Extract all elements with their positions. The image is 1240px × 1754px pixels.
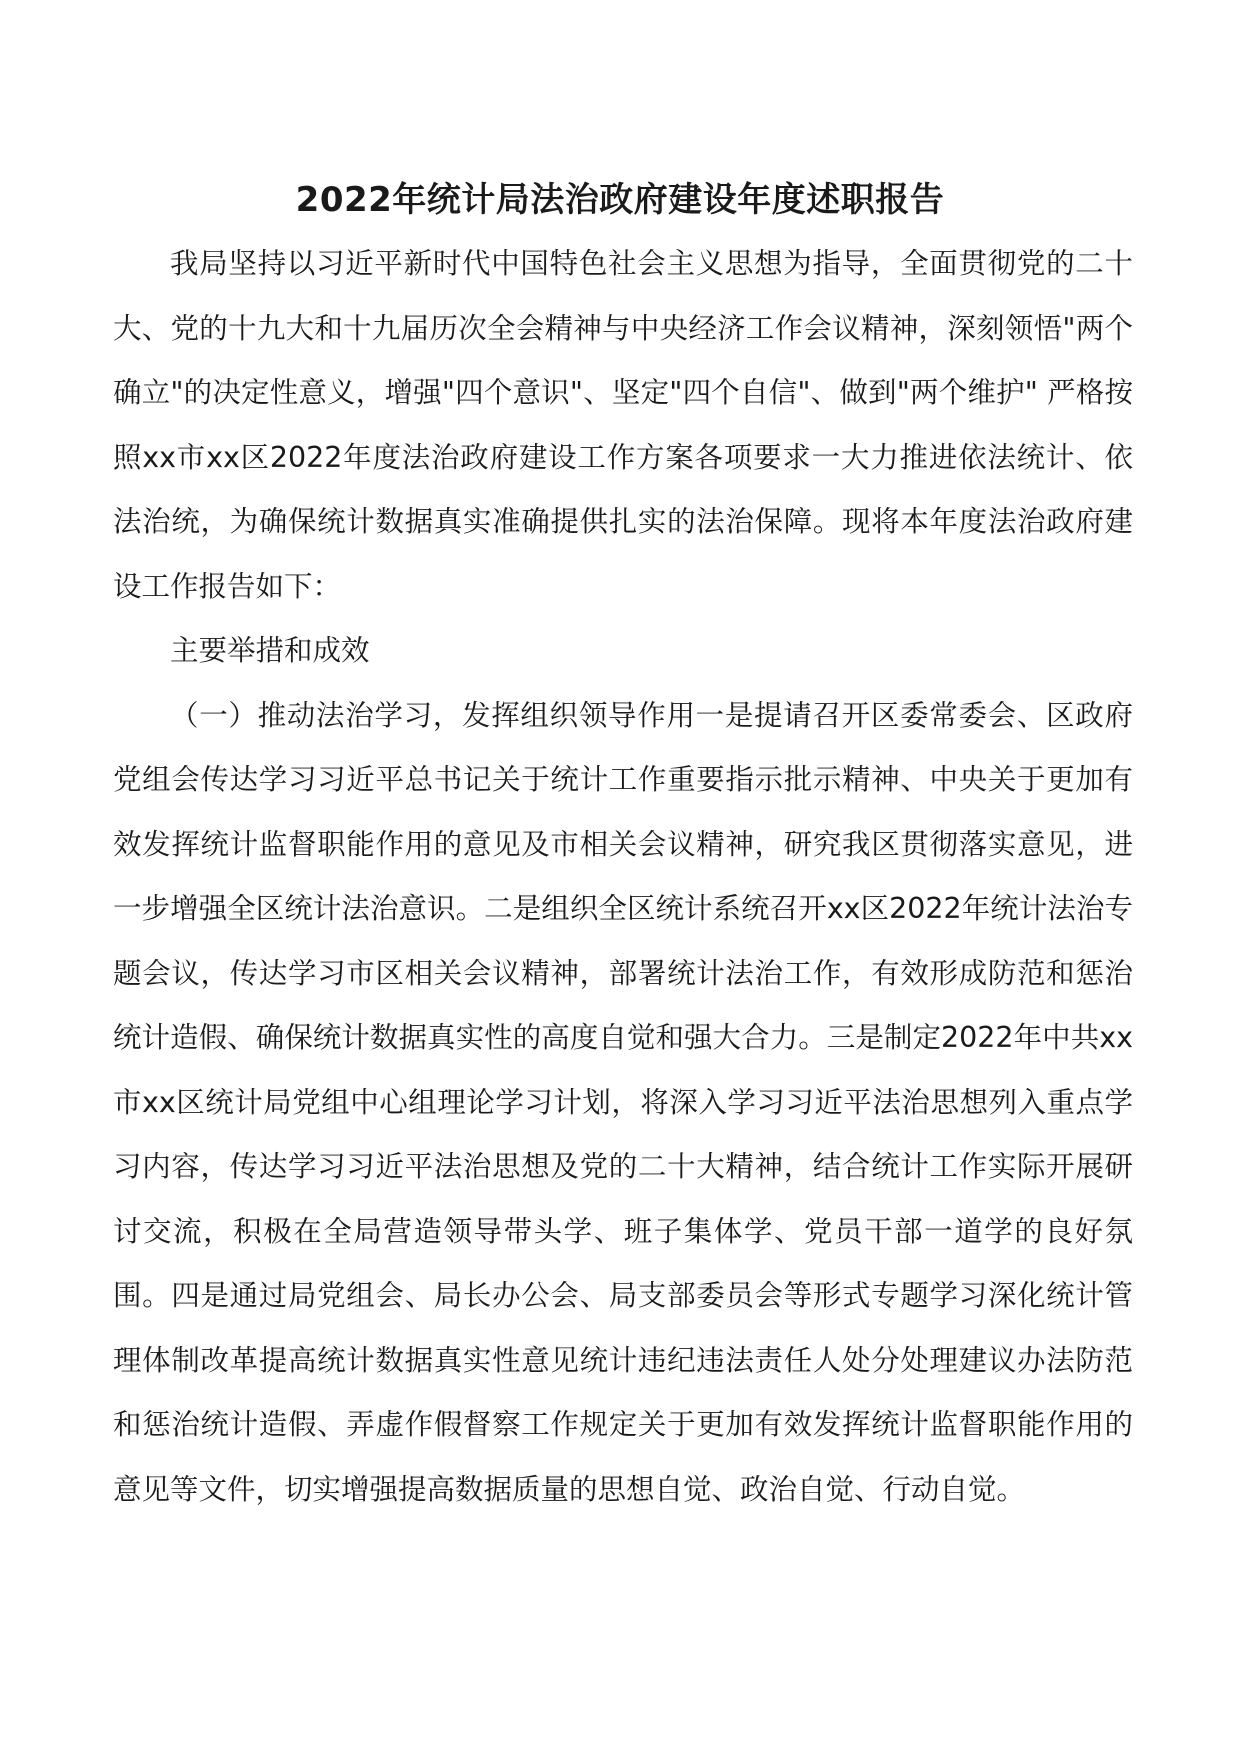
section-heading: 主要举措和成效 <box>170 634 370 667</box>
paragraph-intro: 我局坚持以习近平新时代中国特色社会主义思想为指导，全面贯彻党的二十大、党的十九大和十九届历次全会精神与中央经济工作会议精神，深刻领悟"两个确立"的决定性意义，增强"四个意识"、坚定"四个自信"、做到"两个维护" 严格按照xx市xx区2022年度法治政府建设工作方案各项要求一大力推进依法统计、依法治统，为确保统计数据真实准确提供扎实的法治保障。现将本年度法治政府建设工作报告如下： <box>113 247 1133 603</box>
document-title: 2022年统计局法治政府建设年度述职报告 <box>295 180 945 220</box>
paragraph-section-1: （一）推动法治学习，发挥组织领导作用一是提请召开区委常委会、区政府党组会传达学习习近平总书记关于统计工作重要指示批示精神、中央关于更加有效发挥统计监督职能作用的意见及市相关会议精神，研究我区贯彻落实意见，进一步增强全区统计法治意识。二是组织全区统计系统召开xx区2022年统计法治专题会议，传达学习市区相关会议精神，部署统计法治工作，有效形成防范和惩治统计造假、确保统计数据真实性的高度自觉和强大合力。三是制定2022年中共xx市xx区统计局党组中心组理论学习计划，将深入学习习近平法治思想列入重点学习内容，传达学习习近平法治思想及党的二十大精神，结合统计工作实际开展研讨交流，积极在全局营造领导带头学、班子集体学、党员干部一道学的良好氛围。四是通过局党组会、局长办公会、局支部委员会等形式专题学习深化统计管理体制改革提高统计数据真实性意见统计违纪违法责任人处分处理建议办法防范和惩治统计造假、弄虚作假督察工作规定关于更加有效发挥统计监督职能作用的意见等文件，切实增强提高数据质量的思想自觉、政治自觉、行动自觉。 <box>113 698 1133 1506</box>
document-body <box>113 232 1133 1522</box>
